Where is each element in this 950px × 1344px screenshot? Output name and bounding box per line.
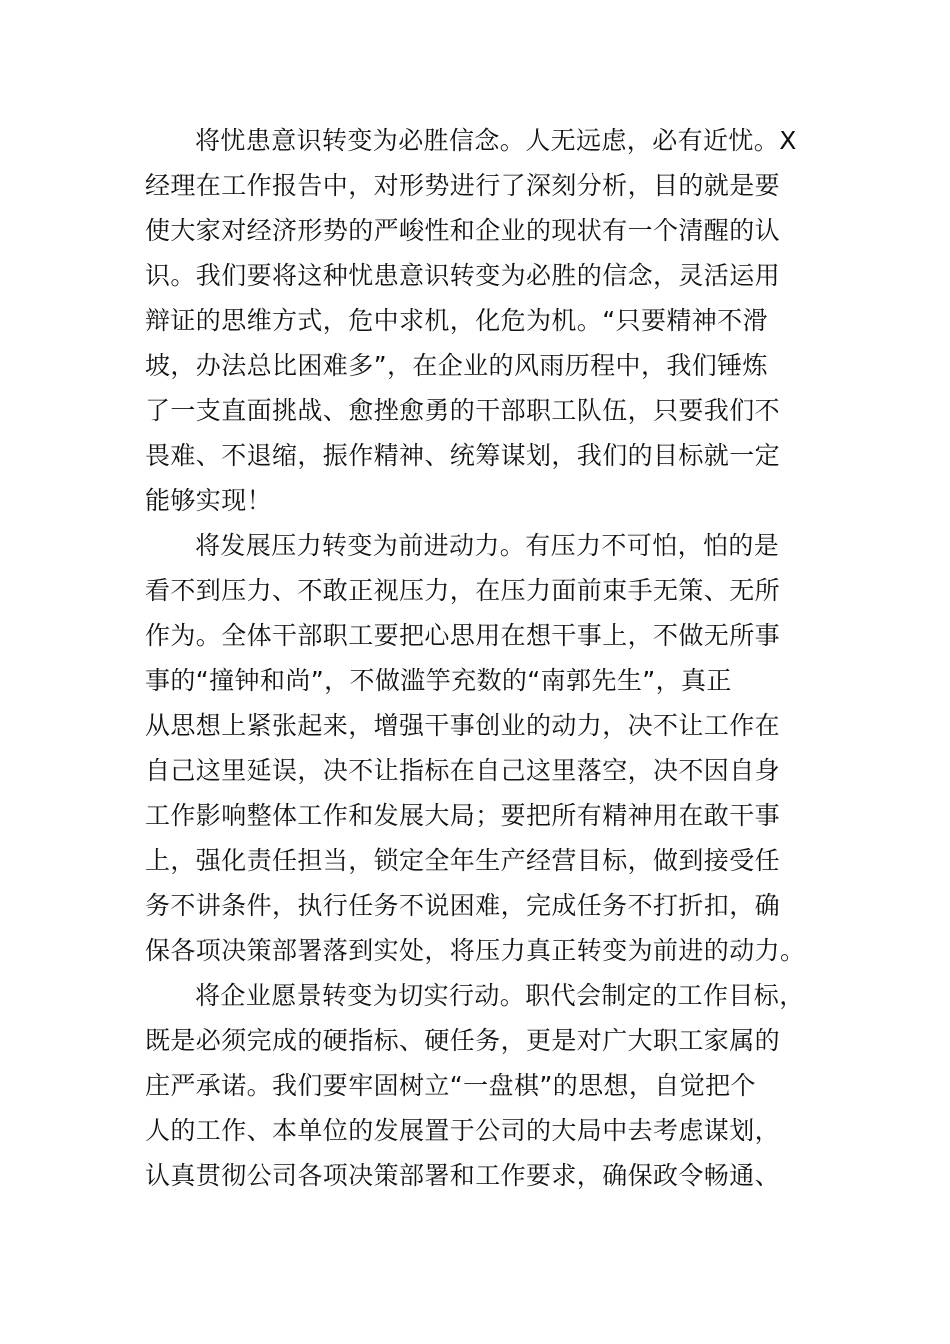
paragraph-line: 识。我们要将这种忧患意识转变为必胜的信念，灵活运用 [145, 261, 781, 290]
paragraph-line: 将企业愿景转变为切实行动。职代会制定的工作目标， [195, 981, 805, 1010]
paragraph-line: 作为。全体干部职工要把心思用在想干事上，不做无所事 [145, 621, 781, 650]
paragraph-line: 将发展压力转变为前进动力。有压力不可怕，怕的是 [195, 531, 780, 560]
document-body [145, 118, 810, 1198]
paragraph-line: 使大家对经济形势的严峻性和企业的现状有一个清醒的认 [145, 216, 781, 245]
paragraph-line: 自己这里延误，决不让指标在自己这里落空，决不因自身 [145, 756, 781, 785]
paragraph-line: 畏难、不退缩，振作精神、统筹谋划，我们的目标就一定 [145, 441, 781, 470]
paragraph-1 [145, 118, 810, 523]
paragraph-line: 上，强化责任担当，锁定全年生产经营目标，做到接受任 [145, 846, 781, 875]
paragraph-line: 务不讲条件，执行任务不说困难，完成任务不打折扣，确 [145, 891, 781, 920]
paragraph-2 [145, 523, 810, 973]
paragraph-line: 庄严承诺。我们要牢固树立“一盘棋”的思想，自觉把个 [145, 1071, 756, 1100]
paragraph-line: 认真贯彻公司各项决策部署和工作要求，确保政令畅通、 [145, 1161, 781, 1190]
paragraph-line: 既是必须完成的硬指标、硬任务，更是对广大职工家属的 [145, 1026, 781, 1055]
paragraph-line: 保各项决策部署落到实处，将压力真正转变为前进的动力。 [145, 936, 806, 965]
paragraph-line: 看不到压力、不敢正视压力，在压力面前束手无策、无所 [145, 576, 781, 605]
paragraph-line: 辩证的思维方式，危中求机，化危为机。“只要精神不滑 [145, 306, 768, 335]
paragraph-line: 工作影响整体工作和发展大局；要把所有精神用在敢干事 [145, 801, 781, 830]
paragraph-line: 能够实现！ [145, 486, 273, 515]
paragraph-line: 从思想上紧张起来，增强干事创业的动力，决不让工作在 [145, 711, 781, 740]
paragraph-line: 了一支直面挑战、愈挫愈勇的干部职工队伍，只要我们不 [145, 396, 781, 425]
paragraph-line: 事的“撞钟和尚”，不做滥竽充数的“南郭先生”，真正 [145, 666, 732, 695]
paragraph-line: 经理在工作报告中，对形势进行了深刻分析，目的就是要 [145, 171, 781, 200]
paragraph-line: 坡，办法总比困难多”，在企业的风雨历程中，我们锤炼 [145, 351, 768, 380]
paragraph-3 [145, 973, 810, 1198]
paragraph-line: 将忧患意识转变为必胜信念。人无远虑，必有近忧。X [195, 126, 797, 155]
paragraph-line: 人的工作、本单位的发展置于公司的大局中去考虑谋划， [145, 1116, 781, 1145]
